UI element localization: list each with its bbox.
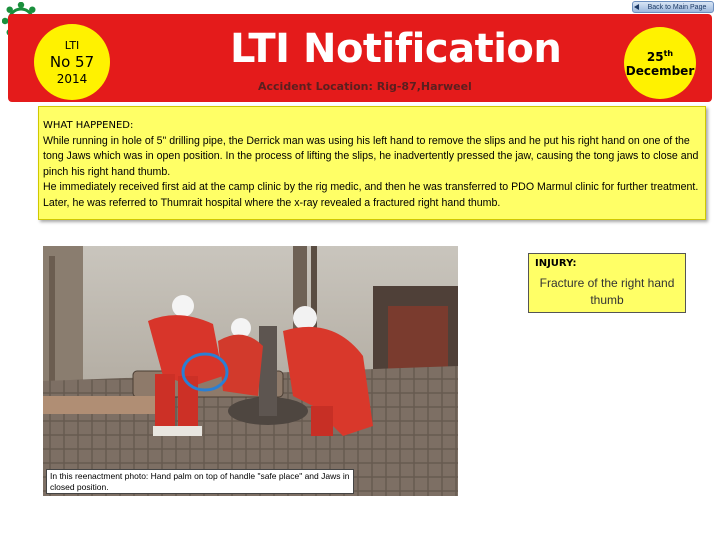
- date-month: December: [625, 63, 695, 78]
- accident-location: Accident Location: Rig-87,Harweel: [258, 80, 472, 93]
- what-happened-box: [38, 106, 706, 220]
- back-button-label: Back to Main Page: [647, 4, 707, 11]
- back-to-main-page-button[interactable]: [632, 1, 714, 13]
- injury-box: [528, 253, 686, 313]
- photo-caption: In this reenactment photo: Hand palm on top of handle "safe place" and Jaws in closed position.: [46, 469, 354, 494]
- date-day: 25th: [646, 48, 674, 64]
- badge-lti-year: 2014: [56, 71, 88, 86]
- what-happened-paragraph-2: He immediately received first aid at the camp clinic by the rig medic, and then he was transferred to PDO Marmul clinic for further treatment. Later, he was referred to Thumrait hospital where the x-ray revealed a fractured right hand thumb.: [43, 181, 699, 209]
- injury-description: Fracture of the right hand thumb: [539, 276, 675, 307]
- what-happened-heading: WHAT HAPPENED:: [43, 120, 134, 131]
- back-arrow-icon: [634, 4, 639, 10]
- badge-lti-number: No 57: [49, 52, 95, 71]
- what-happened-paragraph-1: While running in hole of 5" drilling pipe, the Derrick man was using his left hand to remove the slips and he put his right hand on one of the tong Jaws which was in open position. In the process of lifting the slips, he inadvertently pressed the jaw, causing the tong jaws to close and pinch his right hand thumb.: [43, 134, 699, 178]
- page-title: LTI Notification: [230, 26, 562, 72]
- injury-heading: INJURY:: [535, 258, 577, 269]
- reenactment-photo-illustration: [43, 246, 458, 496]
- reenactment-photo: [43, 246, 458, 496]
- lti-number-badge: [34, 24, 110, 100]
- badge-lti-label: LTI: [64, 38, 80, 52]
- date-badge: [624, 27, 696, 99]
